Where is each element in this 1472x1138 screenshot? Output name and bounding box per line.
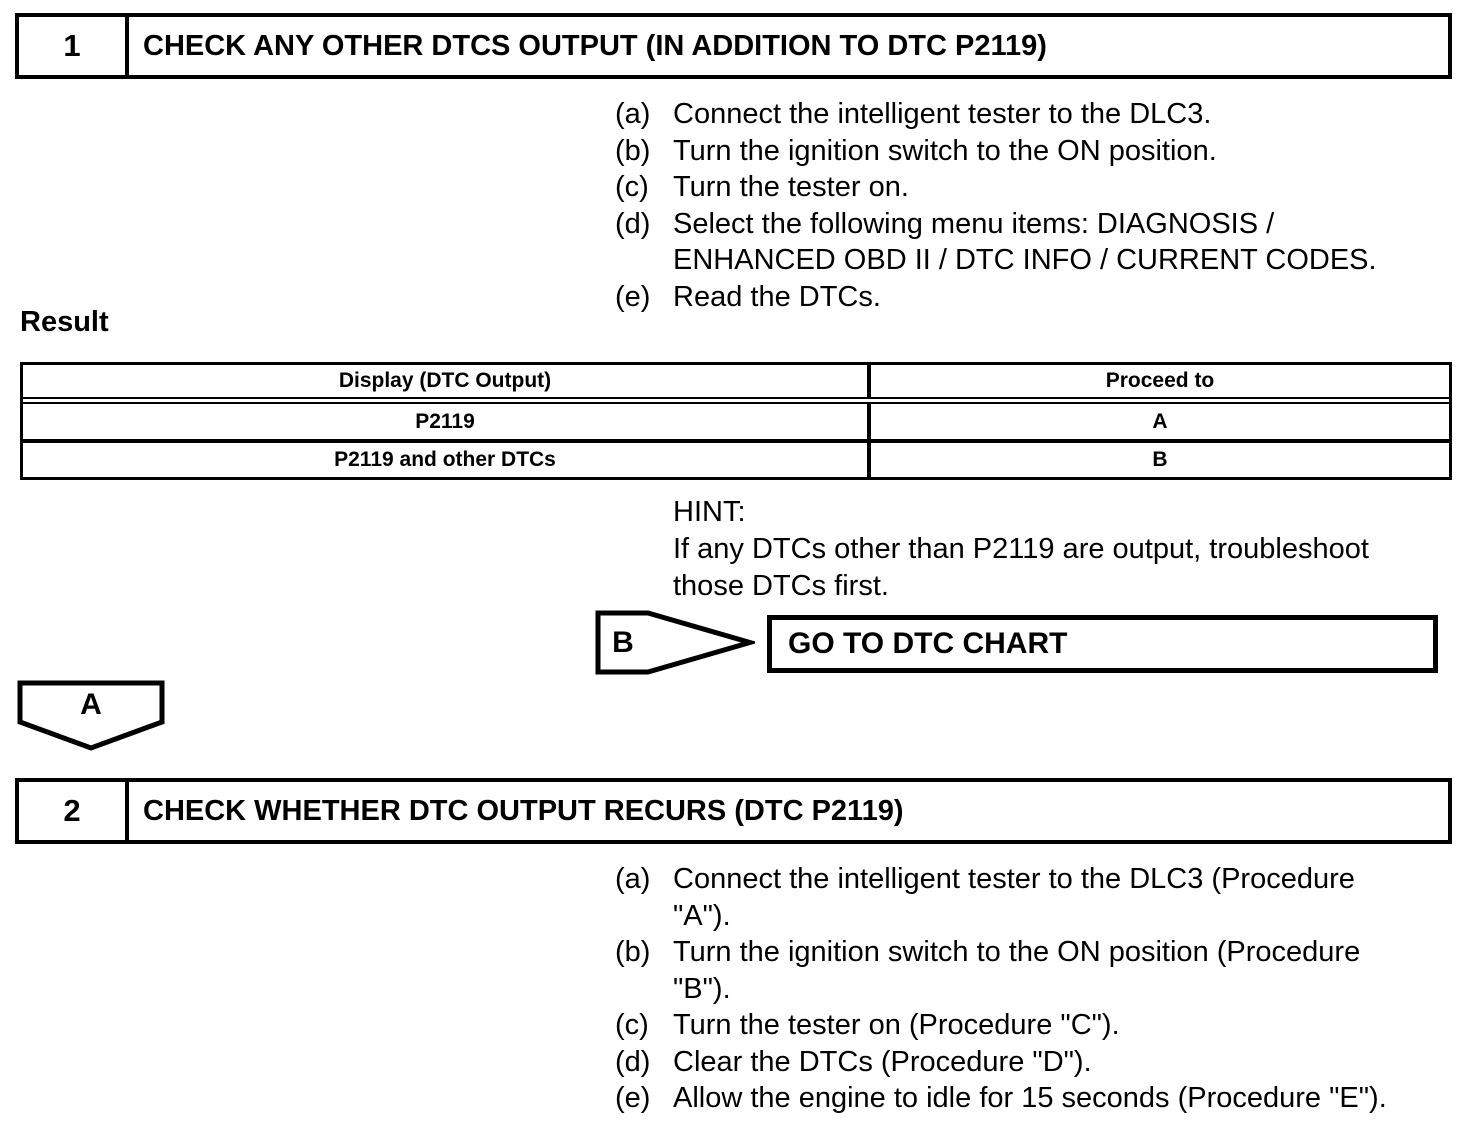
hint-text: If any DTCs other than P2119 are output, troubleshoot [673, 533, 1369, 565]
connector-b [595, 610, 755, 676]
instruction-text: Allow the engine to idle for 15 seconds (Procedure "E"). [673, 1082, 1387, 1114]
connector-b-label: B [612, 626, 634, 659]
instruction-item [615, 934, 1465, 1007]
instruction-marker: (c) [615, 171, 649, 203]
result-row-display: P2119 [23, 404, 871, 439]
result-row-display: P2119 and other DTCs [23, 443, 871, 477]
instruction-text: Turn the tester on (Procedure "C"). [673, 1009, 1120, 1041]
procedure-2-header [15, 778, 1452, 844]
instruction-item [615, 1044, 1465, 1081]
instruction-item [615, 279, 1465, 316]
instruction-item [615, 1080, 1465, 1117]
instruction-text: "B"). [673, 972, 731, 1005]
result-row-proceed: A [1152, 409, 1168, 433]
table-row [23, 404, 1449, 443]
instruction-text: ENHANCED OBD II / DTC INFO / CURRENT CODES. [673, 244, 1377, 276]
result-table-header-display: Display (DTC Output) [23, 365, 871, 397]
procedure-2-instructions [615, 861, 1465, 1117]
procedure-1-title: CHECK ANY OTHER DTCS OUTPUT (IN ADDITION TO DTC P2119) [143, 29, 1047, 62]
instruction-item [615, 169, 1465, 206]
procedure-2-title: CHECK WHETHER DTC OUTPUT RECURS (DTC P2119) [143, 794, 904, 827]
instruction-text: Read the DTCs. [673, 280, 881, 313]
instruction-marker: (a) [615, 98, 651, 130]
hint-block [673, 494, 1369, 605]
instruction-item [615, 96, 1465, 133]
result-row-proceed: B [1152, 448, 1168, 471]
instruction-text: Clear the DTCs (Procedure "D"). [673, 1045, 1092, 1078]
instruction-marker: (d) [615, 1045, 651, 1078]
instruction-item [615, 133, 1465, 170]
instruction-marker: (b) [615, 936, 651, 968]
result-table [20, 362, 1452, 480]
instruction-text: Turn the ignition switch to the ON position. [673, 134, 1217, 167]
instruction-marker: (b) [615, 134, 651, 167]
instruction-text: Turn the tester on. [673, 171, 909, 203]
connector-a [17, 680, 165, 752]
hint-text: those DTCs first. [673, 570, 889, 602]
instruction-text: "A"). [673, 899, 731, 932]
instruction-marker: (a) [615, 863, 651, 895]
goto-dtc-chart-box: GO TO DTC CHART [767, 615, 1438, 673]
instruction-item [615, 861, 1465, 934]
result-table-header-proceed: Proceed to [1105, 369, 1215, 392]
instruction-item [615, 206, 1465, 279]
procedure-1-header [15, 13, 1452, 79]
hint-label: HINT: [673, 496, 746, 528]
instruction-text: Select the following menu items: DIAGNOSIS / [673, 207, 1275, 240]
table-row [23, 443, 1449, 477]
instruction-marker: (e) [615, 280, 651, 313]
connector-a-label: A [80, 688, 102, 721]
procedure-1-number: 1 [19, 17, 129, 75]
result-heading: Result [20, 306, 109, 338]
instruction-item [615, 1007, 1465, 1044]
instruction-text: Turn the ignition switch to the ON position (Procedure [673, 936, 1361, 968]
result-table-header-row [23, 365, 1449, 404]
instruction-marker: (c) [615, 1009, 649, 1041]
instruction-marker: (e) [615, 1082, 651, 1114]
instruction-text: Connect the intelligent tester to the DLC3 (Procedure [673, 863, 1355, 895]
instruction-marker: (d) [615, 207, 651, 240]
procedure-1-instructions [615, 96, 1465, 315]
instruction-text: Connect the intelligent tester to the DLC3. [673, 98, 1212, 130]
procedure-2-number: 2 [19, 782, 129, 840]
